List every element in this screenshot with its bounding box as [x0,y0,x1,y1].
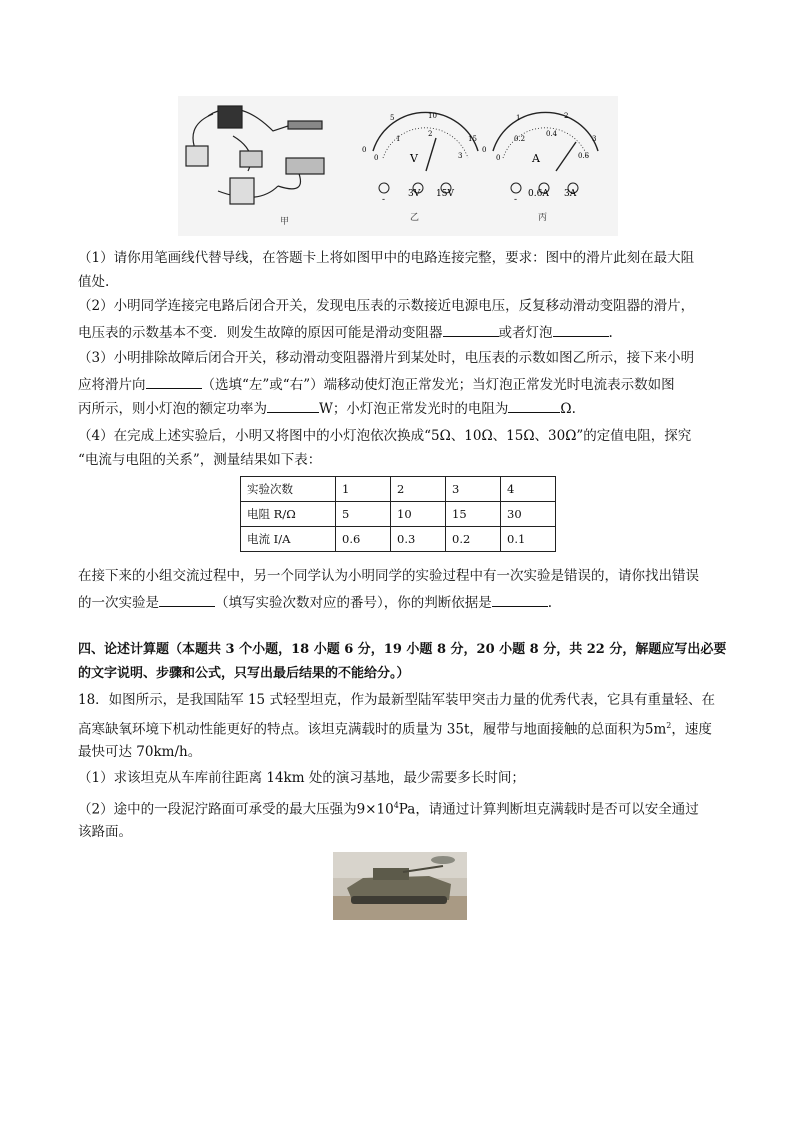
q17-part3-line2 [78,374,728,395]
q17-part1-line2: 值处. [78,274,110,290]
volt-terminal-3v: 3V [408,189,421,199]
table-cell: 0.6 [336,527,391,552]
amp-tick-1: 1 [516,114,521,122]
q17-part5-text-c: . [547,595,553,611]
q18-line2 [78,716,728,740]
volt-tick-1: 1 [396,135,401,143]
amp-terminal-3a: 3A [564,189,577,199]
volt-tick-10: 10 [428,112,437,120]
table-cell: 15 [446,502,501,527]
q18-area-exponent: 2 [666,721,672,730]
answer-blank-bulb[interactable] [553,322,609,337]
q17-part5-text-b: （填写实验次数对应的番号），你的判断依据是 [215,595,492,611]
q17-part4-line2: “电流与电阻的关系”，测量结果如下表： [78,452,322,468]
volt-terminal-15v: 15V [436,189,454,199]
table-row [241,477,556,502]
table-cell: 30 [501,502,556,527]
table-cell: 3 [446,477,501,502]
amp-tick-02: 0.2 [514,135,526,143]
volt-tick-5: 5 [390,114,395,122]
table-cell: 4 [501,477,556,502]
answer-blank-direction[interactable] [146,374,202,389]
q18-area-value: 5m [644,721,667,738]
volt-tick-2: 2 [428,130,433,138]
q18-line1: 18．如图所示，是我国陆军 15 式轻型坦克，作为最新型陆军装甲突击力量的优秀代表，它具有重量轻、在 [78,692,715,708]
amp-terminal-06a: 0.6A [528,189,549,199]
q18-pressure-exponent: 4 [393,801,399,810]
table-cell: 0.2 [446,527,501,552]
q17-part3-line1: （3）小明排除故障后闭合开关，移动滑动变阻器滑片到某处时，电压表的示数如图乙所示，接下来小明 [78,350,695,366]
q17-part2-text-b: 或者灯泡 [498,325,553,341]
q17-part4-line1: （4）在完成上述实验后，小明又将图中的小灯泡依次换成“5Ω、10Ω、15Ω、30Ω”的定值电阻，探究 [78,428,692,444]
q17-part5-line2 [78,592,728,613]
q17-part2-text-a: 电压表的示数基本不变．则发生故障的原因可能是滑动变阻器 [78,325,443,341]
figure-label-jia: 甲 [280,217,290,227]
q17-part2-line2 [78,322,728,343]
amp-terminal-minus: - [514,195,518,205]
table-cell: 0.1 [501,527,556,552]
tank-photo [333,852,467,920]
table-cell: 1 [336,477,391,502]
q17-part2-line1: （2）小明同学连接完电路后闭合开关，发现电压表的示数接近电源电压，反复移动滑动变阻器的滑片， [78,298,695,314]
q17-part1-line1: （1）请你用笔画线代替导线，在答题卡上将如图甲中的电路连接完整，要求：图中的滑片此刻在最大阻 [78,250,695,266]
table-cell: 2 [391,477,446,502]
circuit-meters-figure [178,96,618,236]
q18-part2-text-b: ，请通过计算判断坦克满载时是否可以安全通过 [415,801,699,818]
q17-part2-text-c: . [608,325,613,341]
answer-blank-resistance[interactable] [508,398,560,413]
q18-line2-text: 高寒缺氧环境下机动性能更好的特点。该坦克满载时的质量为 35t，履带与地面接触的总面积为 [78,721,645,738]
table-cell: 10 [391,502,446,527]
q17-part3-line3 [78,398,728,419]
answer-blank-rheostat[interactable] [443,322,499,337]
q17-part3-text-a: 应将滑片向 [78,377,146,393]
volt-tick-0: 0 [374,154,379,162]
amp-tick-04: 0.4 [546,130,558,138]
volt-terminal-minus: - [382,195,386,205]
q18-line3: 最快可达 70km/h。 [78,744,202,760]
amp-tick-0-top: 0 [482,146,487,154]
q17-part5-text-a: 的一次实验是 [78,595,159,611]
q18-pressure-value: 9×10 [356,801,394,818]
table-row [241,527,556,552]
q18-part1: （1）求该坦克从车库前往距离 14km 处的演习基地，最少需要多长时间； [78,770,525,786]
q18-line2-end: ，速度 [671,721,712,738]
q18-part2-line2: 该路面。 [78,824,132,840]
q17-part5-line1: 在接下来的小组交流过程中，另一个同学认为小明同学的实验过程中有一次实验是错误的，请你找出错误 [78,568,699,584]
q17-part3-text-e: Ω. [560,401,576,417]
figure-label-bing: 丙 [538,213,548,223]
volt-tick-15: 15 [468,135,477,143]
table-cell: 0.3 [391,527,446,552]
q18-part2-line1 [78,796,728,820]
table-cell: 实验次数 [241,477,336,502]
q18-part2-text-a: （2）途中的一段泥泞路面可承受的最大压强为 [78,801,357,818]
experiment-table [240,476,556,552]
answer-blank-power[interactable] [267,398,319,413]
amp-tick-2: 2 [564,112,569,120]
table-cell: 电流 I/A [241,527,336,552]
table-row [241,502,556,527]
amp-tick-3: 3 [592,135,597,143]
section4-heading-line1: 四、论述计算题（本题共 3 个小题，18 小题 6 分，19 小题 8 分，20 小题 8 分，共 22 分，解题应写出必要 [78,642,727,657]
amp-tick-06: 0.6 [578,152,590,160]
q17-part3-text-c: 丙所示，则小灯泡的额定功率为 [78,401,267,417]
section4-heading-line2: 的文字说明、步骤和公式，只写出最后结果的不能给分。） [78,666,410,681]
table-cell: 5 [336,502,391,527]
volt-unit: V [410,152,418,165]
figure-label-yi: 乙 [410,213,420,223]
q17-part3-text-d: W；小灯泡正常发光时的电阻为 [319,401,509,417]
q18-pressure-unit: Pa [398,801,416,818]
answer-blank-reason[interactable] [492,592,548,607]
amp-tick-0: 0 [496,154,501,162]
table-cell: 电阻 R/Ω [241,502,336,527]
answer-blank-wrong-trial[interactable] [159,592,215,607]
amp-unit: A [532,152,540,165]
q17-part3-text-b: （选填“左”或“右”）端移动使灯泡正常发光；当灯泡正常发光时电流表示数如图 [201,377,675,393]
volt-tick-0-top: 0 [362,146,367,154]
volt-tick-3: 3 [458,152,463,160]
